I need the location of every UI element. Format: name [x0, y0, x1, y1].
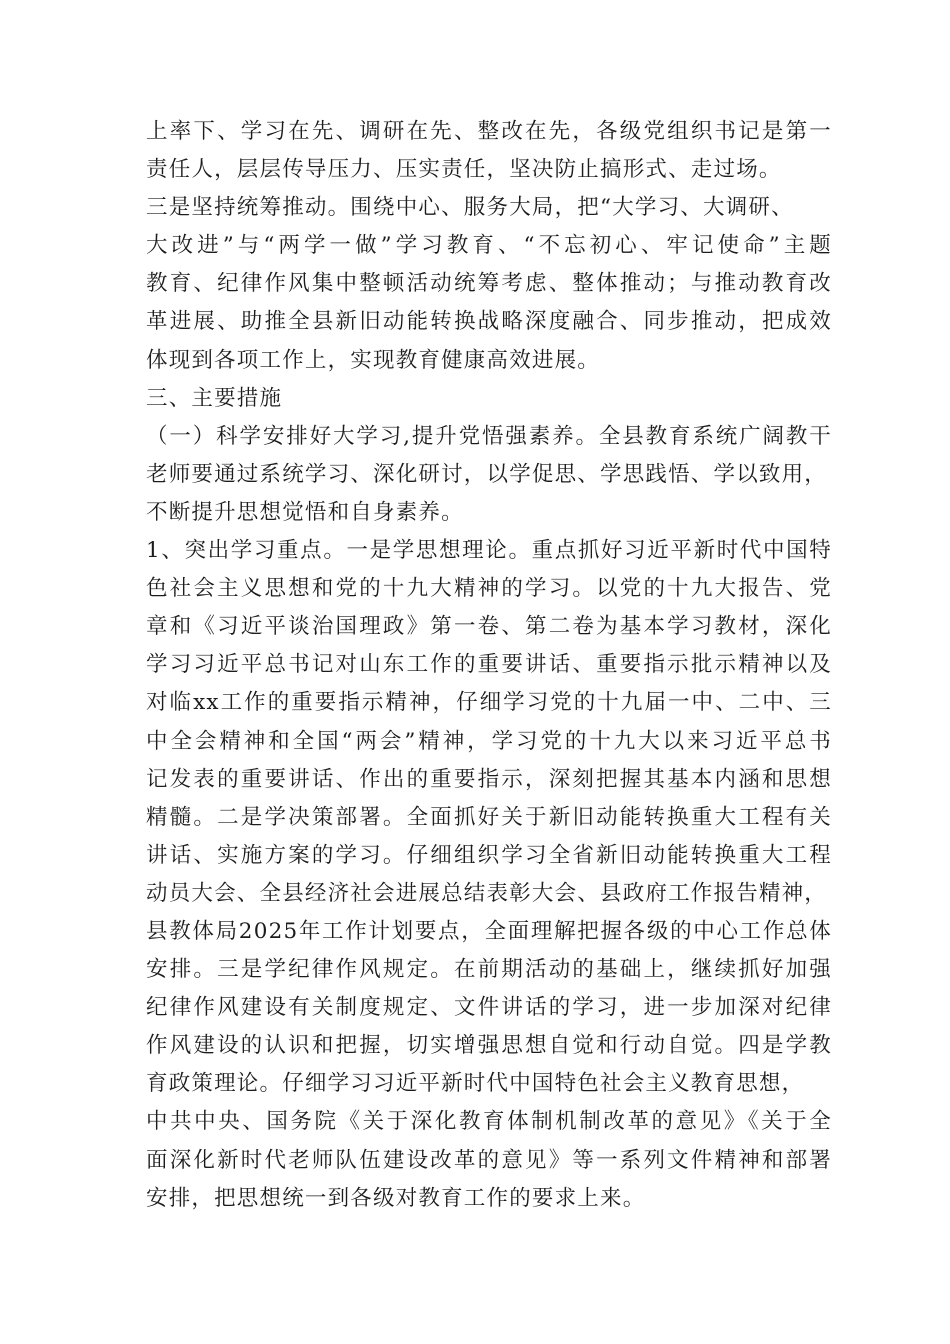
text-line: 中全会精神和全国“两会”精神，学习党的十九大以来习近平总书	[146, 728, 832, 754]
text-line: 色社会主义思想和党的十九大精神的学习。以党的十九大报告、党	[146, 576, 832, 602]
text-line: 对临xx工作的重要指示精神，仔细学习党的十九届一中、二中、三	[146, 690, 832, 716]
text-line: 体现到各项工作上，实现教育健康高效进展。	[146, 347, 601, 373]
text-line: 教育、纪律作风集中整顿活动统筹考虑、整体推动；与推动教育改	[146, 271, 832, 297]
text-line: 不断提升思想觉悟和自身素养。	[146, 499, 464, 525]
text-line: 上率下、学习在先、调研在先、整改在先，各级党组织书记是第一	[146, 119, 832, 144]
text-line: 革进展、助推全县新旧动能转换战略深度融合、同步推动，把成效	[146, 309, 832, 335]
text-line: 纪律作风建设有关制度规定、文件讲话的学习，进一步加深对纪律	[146, 995, 832, 1021]
text-line: （一）科学安排好大学习,提升党悟强素养。全县教育系统广阔教干	[146, 423, 832, 449]
text-line: 1、突出学习重点。一是学思想理论。重点抓好习近平新时代中国特	[146, 538, 832, 564]
text-line: 作风建设的认识和把握，切实增强思想自觉和行动自觉。四是学教	[146, 1033, 832, 1059]
text-line: 安排，把思想统一到各级对教育工作的要求上来。	[146, 1185, 646, 1211]
text-line: 学习习近平总书记对山东工作的重要讲话、重要指示批示精神以及	[146, 652, 832, 678]
text-line: 老师要通过系统学习、深化研讨，以学促思、学思践悟、学以致用，	[146, 461, 828, 487]
text-line: 安排。三是学纪律作风规定。在前期活动的基础上，继续抓好加强	[146, 957, 832, 983]
document-body	[146, 113, 832, 1218]
text-line: 动员大会、全县经济社会进展总结表彰大会、县政府工作报告精神，	[146, 880, 828, 906]
text-line: 讲话、实施方案的学习。仔细组织学习全省新旧动能转换重大工程	[146, 842, 832, 868]
text-line: 县教体局2025年工作计划要点，全面理解把握各级的中心工作总体	[146, 918, 832, 944]
text-line: 中共中央、国务院《关于深化教育体制机制改革的意见》《关于全	[146, 1109, 832, 1135]
text-line: 精髓。二是学决策部署。全面抓好关于新旧动能转换重大工程有关	[146, 804, 832, 830]
section-heading: 三、主要措施	[146, 385, 283, 411]
text-line: 章和《习近平谈治国理政》第一卷、第二卷为基本学习教材，深化	[146, 614, 832, 640]
text-line: 记发表的重要讲话、作出的重要指示，深刻把握其基本内涵和思想	[146, 766, 832, 792]
text-line: 责任人，层层传导压力、压实责任，坚决防止搞形式、走过场。	[146, 157, 782, 183]
text-line: 育政策理论。仔细学习习近平新时代中国特色社会主义教育思想，	[146, 1071, 805, 1097]
text-line: 面深化新时代老师队伍建设改革的意见》等一系列文件精神和部署	[146, 1147, 832, 1173]
text-line: 大改进”与“两学一做”学习教育、“不忘初心、牢记使命”主题	[146, 233, 832, 259]
text-line: 三是坚持统筹推动。围绕中心、服务大局，把“大学习、大调研、	[146, 195, 794, 221]
